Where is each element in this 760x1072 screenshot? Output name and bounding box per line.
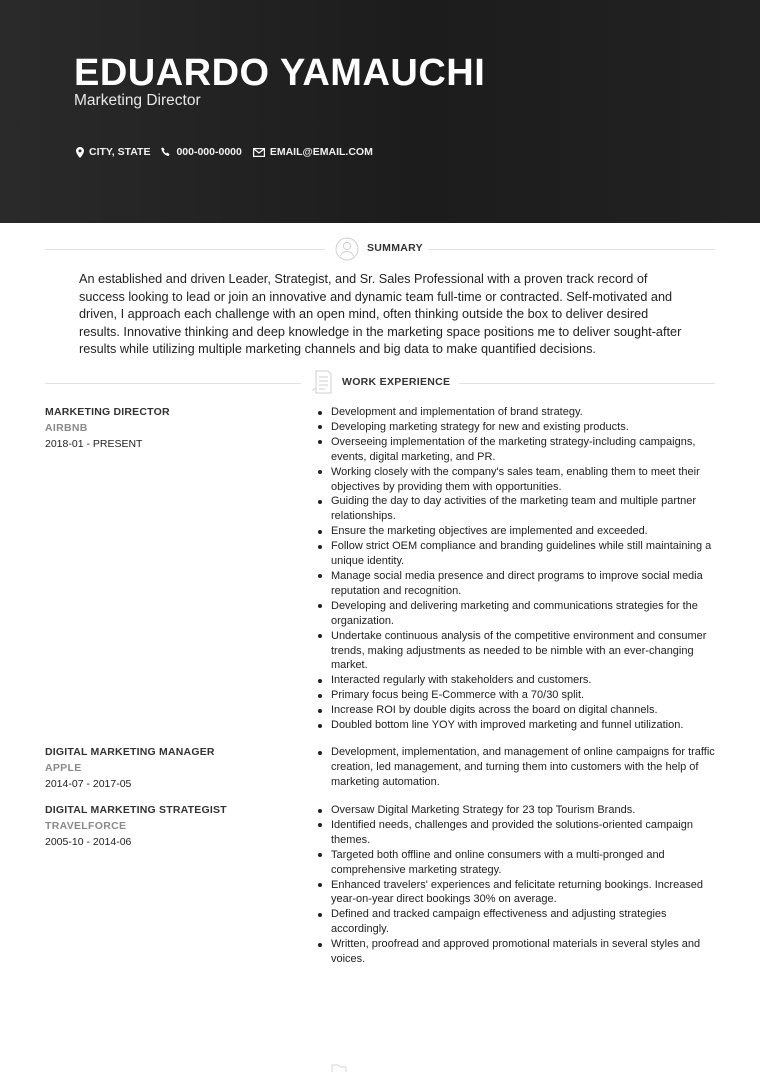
summary-heading [45,239,715,259]
list-item: Identified needs, challenges and provided the solutions-oriented campaign themes. [316,818,716,848]
list-item: Overseeing implementation of the marketing strategy-including campaigns, events, digital marketing, and PR. [316,435,716,465]
list-item: Doubled bottom line YOY with improved marketing and funnel utilization. [316,718,716,733]
list-item: Written, proofread and approved promotional materials in several styles and voices. [316,937,716,967]
list-item: Ensure the marketing objectives are implemented and exceeded. [316,524,716,539]
job-title: DIGITAL MARKETING STRATEGIST [45,804,227,816]
list-item: Guiding the day to day activities of the marketing team and multiple partner relationships. [316,494,716,524]
contact-email-text[interactable]: EMAIL@EMAIL.COM [269,146,373,158]
work-experience-heading [45,373,715,393]
job-company: TRAVELFORCE [45,820,127,832]
list-item: Developing and delivering marketing and communications strategies for the organization. [316,599,716,629]
decorative-icon [330,1062,348,1072]
list-item: Primary focus being E-Commerce with a 70/30 split. [316,688,716,703]
contact-phone-text: 000-000-0000 [176,146,242,158]
work-experience-heading-label: WORK EXPERIENCE [342,376,451,388]
document-icon [311,369,335,395]
resume-header [0,0,760,223]
list-item: Manage social media presence and direct programs to improve social media reputation and recognition. [316,569,716,599]
job-entry-apple [45,744,215,792]
contact-email[interactable] [253,146,373,158]
contact-location [76,146,150,158]
envelope-icon [253,148,265,157]
list-item: Developing marketing strategy for new and existing products. [316,420,716,435]
summary-text: An established and driven Leader, Strategist, and Sr. Sales Professional with a proven track record of success looking to lead or join an innovative and dynamic team full-time or contracted. Self-motivated and driven, I approach each challenge with an open mind, often thinking outside the box to deliver desired results. Innovative thinking and deep knowledge in the marketing space positions me to deliver sought-after results while utilizing multiple marketing channels and big data to make quantified decisions. [79,272,682,356]
job-company: APPLE [45,762,82,774]
divider-line [459,383,715,384]
phone-icon [161,147,171,157]
contact-location-text: CITY, STATE [89,146,151,158]
divider-line [45,383,301,384]
list-item: Enhanced travelers' experiences and felicitate returning bookings. Increased year-on-year direct bookings 30% on average. [316,878,716,908]
person-icon [335,237,359,261]
candidate-name: EDUARDO YAMAUCHI [74,52,486,94]
map-pin-icon [76,147,84,158]
list-item: Follow strict OEM compliance and branding guidelines while still maintaining a unique identity. [316,539,716,569]
list-item: Oversaw Digital Marketing Strategy for 23 top Tourism Brands. [316,803,716,818]
contact-info [76,146,384,158]
list-item: Undertake continuous analysis of the competitive environment and consumer trends, making adjustments as needed to be nimble with an ever-changing market. [316,629,716,674]
contact-phone [161,146,241,158]
list-item: Development and implementation of brand strategy. [316,405,716,420]
job-bullets-apple [316,745,716,790]
job-dates: 2014-07 - 2017-05 [45,778,132,790]
summary-heading-label: SUMMARY [367,242,423,254]
job-bullets-airbnb [316,405,716,733]
job-entry-airbnb [45,404,170,452]
job-entry-travelforce [45,802,227,850]
list-item: Defined and tracked campaign effectiveness and adjusting strategies accordingly. [316,907,716,937]
job-title: DIGITAL MARKETING MANAGER [45,746,215,758]
list-item: Increase ROI by double digits across the board on digital channels. [316,703,716,718]
job-bullets-travelforce [316,803,716,967]
candidate-title: Marketing Director [74,92,201,109]
list-item: Development, implementation, and management of online campaigns for traffic creation, led management, and turning them into customers with the help of marketing automation. [316,745,716,790]
list-item: Interacted regularly with stakeholders and customers. [316,673,716,688]
job-dates: 2018-01 - PRESENT [45,438,143,450]
list-item: Working closely with the company's sales team, enabling them to meet their objectives by providing them with opportunities. [316,465,716,495]
divider-line [45,249,325,250]
job-company: AIRBNB [45,422,88,434]
job-title: MARKETING DIRECTOR [45,406,170,418]
job-dates: 2005-10 - 2014-06 [45,836,132,848]
divider-line [428,249,715,250]
list-item: Targeted both offline and online consumers with a multi-pronged and comprehensive marketing strategy. [316,848,716,878]
